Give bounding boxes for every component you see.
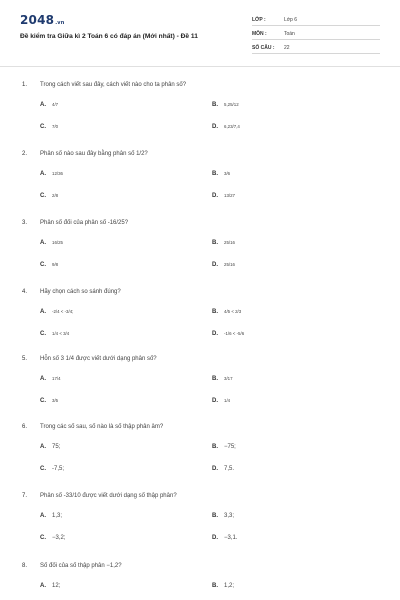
option-letter: A. (40, 513, 46, 519)
option-letter: B. (212, 376, 218, 382)
question-number: 7. (22, 493, 28, 499)
option-d[interactable] (212, 262, 235, 268)
question-text: Trong các số sau, số nào là số thập phân âm? (40, 424, 164, 430)
question-text: Phân số -33/10 được viết dưới dạng số thập phân? (40, 493, 177, 499)
header-divider (0, 66, 400, 67)
option-d[interactable] (212, 331, 244, 337)
option-letter: C. (40, 124, 46, 130)
option-value: 9/8 (52, 262, 59, 267)
option-value: −75; (224, 444, 236, 450)
meta-subject-value: Toán (284, 31, 295, 37)
option-letter: A. (40, 376, 46, 382)
question-number: 8. (22, 563, 28, 569)
option-value: 2/8 (52, 193, 59, 198)
option-letter: C. (40, 331, 46, 337)
option-value: 25/16 (224, 262, 235, 267)
question-1 (0, 82, 400, 142)
option-value: 25/16 (224, 240, 235, 245)
question-2 (0, 151, 400, 211)
option-value: 1/4 (224, 398, 231, 403)
option-d[interactable] (212, 535, 238, 541)
option-letter: A. (40, 444, 46, 450)
meta-class-value: Lớp 6 (284, 17, 298, 23)
question-number: 6. (22, 424, 28, 430)
option-b[interactable] (212, 171, 230, 177)
option-value: 1,3; (52, 513, 63, 519)
option-letter: B. (212, 583, 218, 589)
option-a[interactable] (40, 444, 60, 450)
option-b[interactable] (212, 376, 233, 382)
question-text: Phân số nào sau đây bằng phân số 1/2? (40, 151, 148, 157)
question-text: Phân số đối của phân số -16/25? (40, 220, 129, 226)
option-letter: D. (212, 535, 218, 541)
option-value: 4/5 < 2/3 (224, 309, 242, 314)
question-5 (0, 356, 400, 416)
question-text: Hỗn số 3 1/4 được viết dưới dạng phân số? (40, 356, 157, 362)
option-value: 7/0 (52, 124, 59, 129)
meta-count-value: 22 (284, 45, 290, 51)
option-b[interactable] (212, 102, 239, 108)
option-value: 12/36 (52, 171, 63, 176)
option-a[interactable] (40, 583, 60, 589)
question-text: Trong cách viết sau đây, cách viết nào cho ta phân số? (40, 82, 187, 88)
question-number: 4. (22, 289, 28, 295)
option-value: 3/6 (224, 171, 231, 176)
option-letter: D. (212, 124, 218, 130)
meta-subject-label: MÔN : (252, 31, 267, 37)
question-7 (0, 493, 400, 553)
option-letter: A. (40, 583, 46, 589)
option-value: -7,5; (52, 466, 65, 472)
option-value: 4/7 (52, 102, 59, 107)
option-letter: B. (212, 444, 218, 450)
meta-class (252, 14, 380, 26)
option-value: 1,2; (224, 583, 235, 589)
meta-count (252, 42, 380, 54)
option-d[interactable] (212, 124, 240, 130)
option-value: −3,1. (224, 535, 238, 541)
option-letter: C. (40, 466, 46, 472)
meta-subject (252, 28, 380, 40)
option-letter: C. (40, 535, 46, 541)
option-letter: D. (212, 466, 218, 472)
option-letter: A. (40, 171, 46, 177)
option-value: 13/27 (224, 193, 235, 198)
option-letter: C. (40, 262, 46, 268)
option-c[interactable] (40, 262, 58, 268)
option-a[interactable] (40, 376, 61, 382)
option-value: -1/6 < -5/6 (224, 331, 245, 336)
option-b[interactable] (212, 513, 234, 519)
option-letter: B. (212, 240, 218, 246)
option-c[interactable] (40, 331, 69, 337)
option-letter: B. (212, 513, 218, 519)
option-a[interactable] (40, 309, 73, 315)
option-value: 7,5. (224, 466, 235, 472)
option-value: 1/4 < 3/4 (52, 331, 70, 336)
option-letter: D. (212, 262, 218, 268)
option-d[interactable] (212, 466, 234, 472)
option-value: −3,2; (52, 535, 66, 541)
option-value: 12; (52, 583, 61, 589)
question-6 (0, 424, 400, 484)
option-letter: B. (212, 102, 218, 108)
option-value: 16/25 (52, 240, 63, 245)
question-text: Số đối của số thập phân −1,2? (40, 563, 122, 569)
option-b[interactable] (212, 309, 241, 315)
option-c[interactable] (40, 124, 58, 130)
option-letter: A. (40, 240, 46, 246)
option-value: 75; (52, 444, 61, 450)
meta-count-label: SỐ CÂU : (252, 45, 275, 51)
option-d[interactable] (212, 398, 230, 404)
question-number: 3. (22, 220, 28, 226)
option-value: 6,23/7,4 (224, 124, 240, 129)
option-a[interactable] (40, 171, 63, 177)
option-letter: C. (40, 398, 46, 404)
question-4 (0, 289, 400, 349)
option-c[interactable] (40, 398, 58, 404)
option-a[interactable] (40, 102, 58, 108)
question-8 (0, 563, 400, 595)
document-title: Đề kiểm tra Giữa kì 2 Toán 6 có đáp án (Mới nhất) - Đề 11 (20, 33, 198, 40)
option-letter: D. (212, 193, 218, 199)
option-b[interactable] (212, 583, 234, 589)
option-letter: C. (40, 193, 46, 199)
option-value: 17/4 (52, 376, 61, 381)
option-letter: A. (40, 309, 46, 315)
option-b[interactable] (212, 444, 236, 450)
option-value: 3,3; (224, 513, 235, 519)
question-3 (0, 220, 400, 280)
question-number: 5. (22, 356, 28, 362)
option-value: 3/5 (52, 398, 59, 403)
question-text: Hãy chọn cách so sánh đúng? (40, 289, 121, 295)
option-c[interactable] (40, 193, 58, 199)
question-number: 2. (22, 151, 28, 157)
meta-class-label: LỚP : (252, 17, 266, 23)
option-c[interactable] (40, 466, 64, 472)
option-d[interactable] (212, 193, 235, 199)
option-letter: D. (212, 331, 218, 337)
option-value: 3/17 (224, 376, 233, 381)
option-a[interactable] (40, 513, 62, 519)
site-logo[interactable] (20, 13, 65, 27)
option-value: -2/4 < -3/4; (52, 309, 74, 314)
option-value: 5,25/12 (224, 102, 239, 107)
option-letter: A. (40, 102, 46, 108)
option-b[interactable] (212, 240, 235, 246)
option-a[interactable] (40, 240, 63, 246)
option-letter: B. (212, 309, 218, 315)
option-letter: D. (212, 398, 218, 404)
logo-text: 2048 (20, 13, 55, 27)
logo-suffix: .vn (55, 20, 65, 26)
option-letter: B. (212, 171, 218, 177)
option-c[interactable] (40, 535, 66, 541)
question-number: 1. (22, 82, 28, 88)
page-header (0, 0, 400, 62)
